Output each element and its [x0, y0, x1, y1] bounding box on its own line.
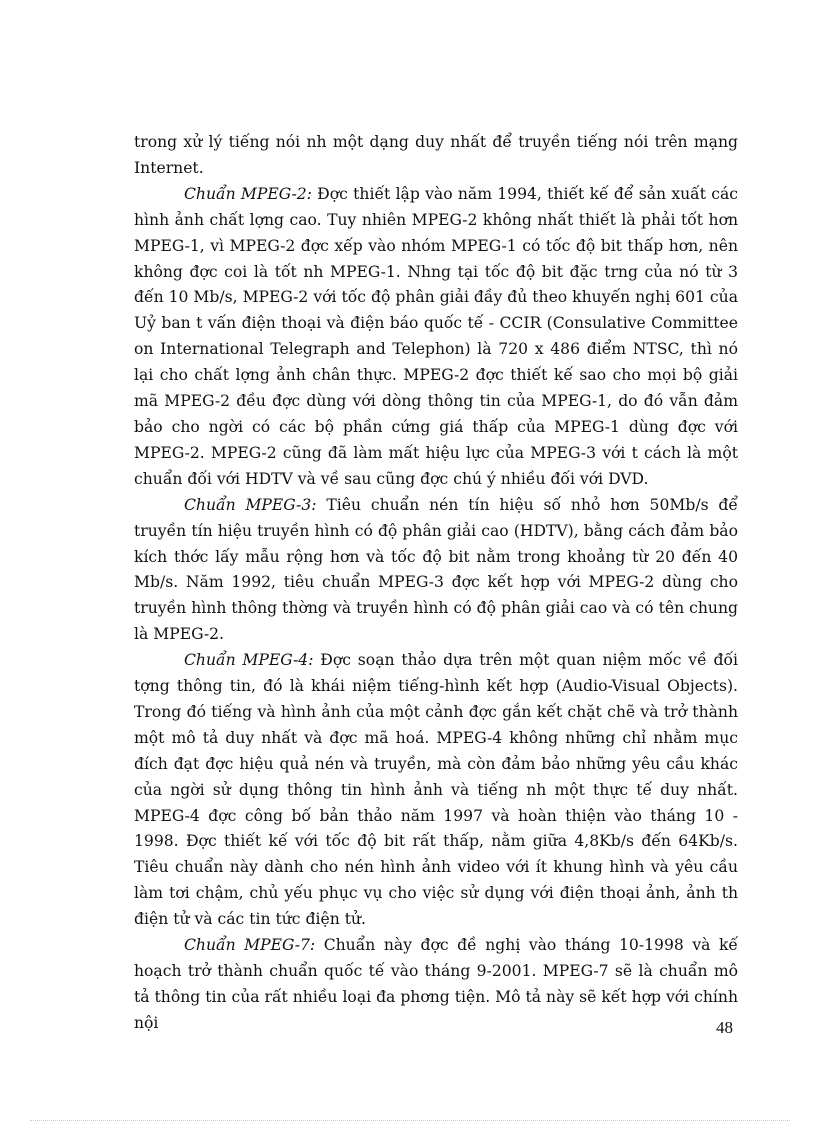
mpeg-4-text: Đợc soạn thảo dựa trên một quan niệm mốc về đối tợng thông tin, đó là khái niệm tiếng-hình kết hợp (Audio-Visual Objects). Trong đó tiếng và hình ảnh của một cảnh đợc gắn kết chặt chẽ và trở thành một mô tả duy nhất và đợc mã hoá. MPEG-4 không những chỉ nhằm mục đích đạt đợc hiệu quả nén và truyền, mà còn đảm bảo những yêu cầu khác của ngời sử dụng thông tin hình ảnh và tiếng nh một thực tế duy nhất. MPEG-4 đợc công bố bản thảo năm 1997 và hoàn thiện vào tháng 10 - 1998. Đợc thiết kế với tốc độ bit rất thấp, nằm giữa 4,8Kb/s đến 64Kb/s. Tiêu chuẩn này dành cho nén hình ảnh video với ít khung hình và yêu cầu làm tơi chậm, chủ yếu phục vụ cho việc sử dụng với điện thoại ảnh, ảnh th điện tử và các tin tức điện tử.	[134, 651, 738, 929]
mpeg-2-text: Đợc thiết lập vào năm 1994, thiết kế để sản xuất các hình ảnh chất lợng cao. Tuy nhiên MPEG-2 không nhất thiết là phải tốt hơn MPEG-1, vì MPEG-2 đợc xếp vào nhóm MPEG-1 có tốc độ bit thấp hơn, nên không đợc coi là tốt nh MPEG-1. Nhng tại tốc độ bit đặc trng của nó từ 3 đến 10 Mb/s, MPEG-2 với tốc độ phân giải đầy đủ theo khuyến nghị 601 của Uỷ ban t vấn điện thoại và điện báo quốc tế - CCIR (Consulative Committee on International Telegraph and Telephon) là 720 x 486 điểm NTSC, thì nó lại cho chất lợng ảnh chân thực. MPEG-2 đợc thiết kế sao cho mọi bộ giải mã MPEG-2 đều đợc dùng với dòng thông tin của MPEG-1, do đó vẫn đảm bảo cho ngời có các bộ phần cứng giá thấp của MPEG-1 dùng đợc với MPEG-2. MPEG-2 cũng đã làm mất hiệu lực của MPEG-3 với t cách là một chuẩn đối với HDTV và về sau cũng đợc chú ý nhiều đối với DVD.	[134, 184, 739, 488]
paragraph-mpeg-2	[134, 182, 738, 493]
mpeg-3-heading: Chuẩn MPEG-3:	[184, 495, 317, 514]
paragraph-text: trong xử lý tiếng nói nh một dạng duy nhất để truyền tiếng nói trên mạng Internet.	[134, 133, 738, 177]
paragraph-mpeg-7	[134, 933, 738, 1037]
mpeg-4-heading: Chuẩn MPEG-4:	[184, 651, 314, 670]
mpeg-2-heading: Chuẩn MPEG-2:	[184, 184, 312, 203]
page-number: 48	[716, 1018, 733, 1037]
mpeg-3-text: Tiêu chuẩn nén tín hiệu số nhỏ hơn 50Mb/s để truyền tín hiệu truyền hình có độ phân giải cao (HDTV), bằng cách đảm bảo kích thớc lấy mẫu rộng hơn và tốc độ bit nằm trong khoảng từ 20 đến 40 Mb/s. Năm 1992, tiêu chuẩn MPEG-3 đợc kết hợp với MPEG-2 dùng cho truyền hình thông thờng và truyền hình có độ phân giải cao và có tên chung là MPEG-2.	[134, 495, 738, 644]
mpeg-7-text: Chuẩn này đợc đề nghị vào tháng 10-1998 và kế hoạch trở thành chuẩn quốc tế vào tháng 9-2001. MPEG-7 sẽ là chuẩn mô tả thông tin của rất nhiều loại đa phơng tiện. Mô tả này sẽ kết hợp với chính nội	[134, 936, 738, 1032]
paragraph-mpeg-3	[134, 493, 738, 648]
mpeg-7-heading: Chuẩn MPEG-7:	[184, 936, 316, 955]
paragraph-continuation	[134, 130, 738, 182]
body-text	[134, 130, 738, 1037]
paragraph-mpeg-4	[134, 648, 738, 933]
page-bottom-divider	[30, 1120, 790, 1121]
